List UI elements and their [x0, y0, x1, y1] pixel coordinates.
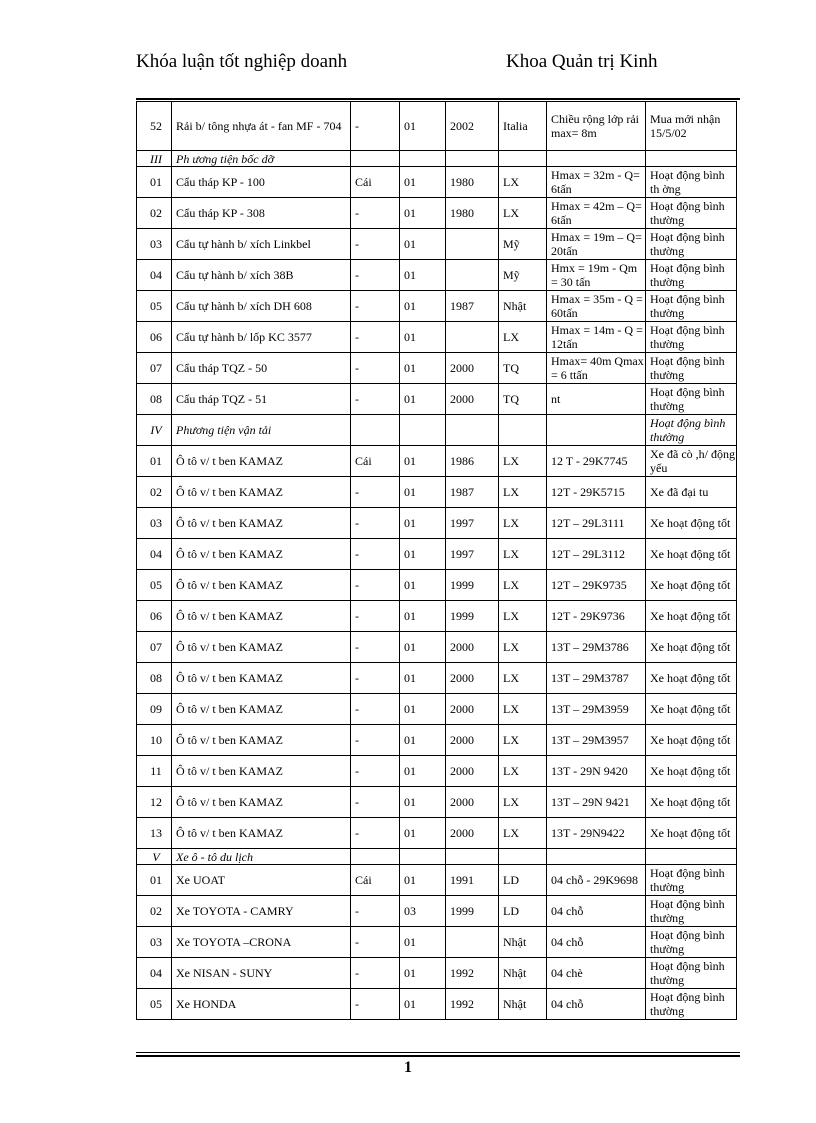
table-row [137, 198, 737, 229]
cell-stt: 03 [137, 229, 172, 260]
section-row [137, 151, 737, 167]
cell-qty: 01 [400, 102, 446, 151]
cell-status: Hoạt động bình thường [646, 896, 737, 927]
cell-stt: 07 [137, 353, 172, 384]
cell-qty: 01 [400, 818, 446, 849]
cell-stt: 05 [137, 291, 172, 322]
cell-unit: - [351, 477, 400, 508]
cell-qty: 01 [400, 446, 446, 477]
cell-origin: LX [499, 694, 547, 725]
cell-name: Phương tiện vận tải [172, 415, 351, 446]
cell-year: 2000 [446, 725, 499, 756]
cell-origin: LX [499, 725, 547, 756]
cell-status: Hoạt động bình thường [646, 322, 737, 353]
cell-year: 1980 [446, 167, 499, 198]
cell-stt: 03 [137, 508, 172, 539]
cell-name: Cẩu tháp KP - 100 [172, 167, 351, 198]
cell-year: 1999 [446, 896, 499, 927]
cell-status: Hoạt động bình thường [646, 198, 737, 229]
cell-stt: 09 [137, 694, 172, 725]
cell-spec: Hmax = 19m – Q= 20tấn [547, 229, 646, 260]
cell-status: Xe hoạt động tốt [646, 694, 737, 725]
table-row [137, 508, 737, 539]
cell-qty: 01 [400, 865, 446, 896]
cell-status: Xe hoạt động tốt [646, 539, 737, 570]
cell-spec: nt [547, 384, 646, 415]
cell-year: 2000 [446, 384, 499, 415]
cell-spec: 04 chỗ - 29K9698 [547, 865, 646, 896]
cell-spec: Hmax = 32m - Q= 6tấn [547, 167, 646, 198]
cell-status: Xe hoạt động tốt [646, 756, 737, 787]
table-row [137, 787, 737, 818]
cell-year: 2000 [446, 353, 499, 384]
cell-unit [351, 151, 400, 167]
cell-spec: 13T – 29M3787 [547, 663, 646, 694]
cell-spec: 12T - 29K5715 [547, 477, 646, 508]
cell-spec: 13T - 29N9422 [547, 818, 646, 849]
cell-spec: 13T – 29M3786 [547, 632, 646, 663]
cell-year: 2000 [446, 818, 499, 849]
cell-unit: - [351, 787, 400, 818]
cell-spec: 04 chỗ [547, 989, 646, 1020]
equipment-table-body [137, 102, 737, 1020]
cell-status: Xe hoạt động tốt [646, 570, 737, 601]
table-row [137, 322, 737, 353]
cell-qty: 01 [400, 167, 446, 198]
cell-qty [400, 151, 446, 167]
cell-status: Xe hoạt động tốt [646, 632, 737, 663]
cell-status: Hoạt động bình thường [646, 353, 737, 384]
table-row [137, 958, 737, 989]
table-row [137, 539, 737, 570]
cell-year [446, 927, 499, 958]
cell-stt: 08 [137, 384, 172, 415]
cell-origin: LX [499, 322, 547, 353]
cell-year: 2000 [446, 663, 499, 694]
cell-origin: Mỹ [499, 229, 547, 260]
cell-stt: 03 [137, 927, 172, 958]
cell-year [446, 151, 499, 167]
cell-stt: 02 [137, 198, 172, 229]
cell-stt: 10 [137, 725, 172, 756]
cell-year: 2000 [446, 694, 499, 725]
cell-spec: 12T – 29K9735 [547, 570, 646, 601]
cell-status: Hoạt động bình thường [646, 927, 737, 958]
cell-name: Cẩu tháp TQZ - 50 [172, 353, 351, 384]
cell-stt: 52 [137, 102, 172, 151]
cell-year: 1997 [446, 539, 499, 570]
table-row [137, 229, 737, 260]
cell-spec [547, 849, 646, 865]
cell-stt: 08 [137, 663, 172, 694]
table-row [137, 756, 737, 787]
cell-origin: LX [499, 198, 547, 229]
cell-unit [351, 849, 400, 865]
cell-stt: 02 [137, 896, 172, 927]
cell-name: Ph ương tiện bốc dỡ [172, 151, 351, 167]
cell-name: Ô tô v/ t ben KAMAZ [172, 756, 351, 787]
cell-status: Xe hoạt động tốt [646, 787, 737, 818]
cell-year [446, 849, 499, 865]
cell-qty: 01 [400, 539, 446, 570]
cell-qty: 01 [400, 291, 446, 322]
cell-origin: Mỹ [499, 260, 547, 291]
table-row [137, 260, 737, 291]
equipment-table [136, 101, 737, 1020]
header-left-title: Khóa luận tốt nghiệp doanh [136, 51, 348, 72]
cell-qty: 01 [400, 756, 446, 787]
cell-spec: 04 chè [547, 958, 646, 989]
cell-unit: - [351, 818, 400, 849]
cell-unit: - [351, 539, 400, 570]
cell-origin [499, 415, 547, 446]
cell-status: Hoạt động bình thường [646, 229, 737, 260]
cell-spec: 12 T - 29K7745 [547, 446, 646, 477]
cell-status: Hoạt động bình th ờng [646, 167, 737, 198]
header-rule [136, 98, 740, 100]
cell-name: Cẩu tự hành b/ xích 38B [172, 260, 351, 291]
cell-qty: 01 [400, 663, 446, 694]
cell-origin: Nhật [499, 291, 547, 322]
cell-stt: 01 [137, 446, 172, 477]
cell-origin: LX [499, 632, 547, 663]
cell-status: Hoạt động bình thường [646, 291, 737, 322]
cell-stt: V [137, 849, 172, 865]
cell-origin: LX [499, 539, 547, 570]
table-row [137, 601, 737, 632]
cell-spec: 12T – 29L3112 [547, 539, 646, 570]
cell-spec: 13T – 29N 9421 [547, 787, 646, 818]
page-number: 1 [404, 1059, 412, 1076]
cell-unit: - [351, 756, 400, 787]
cell-unit [351, 415, 400, 446]
cell-year: 1999 [446, 601, 499, 632]
table-row [137, 725, 737, 756]
cell-stt: IV [137, 415, 172, 446]
cell-status: Xe hoạt động tốt [646, 725, 737, 756]
cell-unit: - [351, 601, 400, 632]
cell-stt: 01 [137, 865, 172, 896]
cell-origin: Nhật [499, 958, 547, 989]
cell-qty: 01 [400, 260, 446, 291]
cell-unit: - [351, 198, 400, 229]
cell-origin: LX [499, 446, 547, 477]
cell-name: Ô tô v/ t ben KAMAZ [172, 539, 351, 570]
cell-origin: LX [499, 787, 547, 818]
cell-origin: LD [499, 865, 547, 896]
cell-qty: 01 [400, 322, 446, 353]
cell-name: Ô tô v/ t ben KAMAZ [172, 632, 351, 663]
cell-status: Hoạt động bình thường [646, 865, 737, 896]
cell-stt: 11 [137, 756, 172, 787]
cell-status [646, 849, 737, 865]
cell-year: 1999 [446, 570, 499, 601]
cell-stt: 04 [137, 958, 172, 989]
cell-unit: - [351, 322, 400, 353]
cell-unit: - [351, 291, 400, 322]
cell-name: Ô tô v/ t ben KAMAZ [172, 787, 351, 818]
cell-year [446, 260, 499, 291]
table-row [137, 291, 737, 322]
cell-name: Ô tô v/ t ben KAMAZ [172, 725, 351, 756]
table-row [137, 865, 737, 896]
cell-year: 1991 [446, 865, 499, 896]
cell-unit: - [351, 896, 400, 927]
cell-qty: 01 [400, 927, 446, 958]
cell-year: 1980 [446, 198, 499, 229]
cell-qty: 01 [400, 198, 446, 229]
cell-status: Hoạt động bình thường [646, 989, 737, 1020]
cell-origin: LD [499, 896, 547, 927]
cell-unit: - [351, 958, 400, 989]
cell-qty [400, 415, 446, 446]
cell-name: Ô tô v/ t ben KAMAZ [172, 446, 351, 477]
cell-unit: Cái [351, 446, 400, 477]
cell-name: Ô tô v/ t ben KAMAZ [172, 508, 351, 539]
cell-qty: 01 [400, 229, 446, 260]
cell-name: Xe NISAN - SUNY [172, 958, 351, 989]
cell-year [446, 322, 499, 353]
cell-spec: Hmx = 19m - Qm = 30 tấn [547, 260, 646, 291]
cell-origin: TQ [499, 353, 547, 384]
cell-origin: LX [499, 477, 547, 508]
table-row [137, 477, 737, 508]
cell-year: 1992 [446, 958, 499, 989]
cell-status: Hoạt động bình thường [646, 384, 737, 415]
cell-name: Ô tô v/ t ben KAMAZ [172, 570, 351, 601]
cell-qty: 01 [400, 725, 446, 756]
cell-name: Xe UOAT [172, 865, 351, 896]
cell-qty: 01 [400, 353, 446, 384]
cell-spec: 04 chỗ [547, 927, 646, 958]
cell-name: Cẩu tự hành b/ xích Linkbel [172, 229, 351, 260]
table-row [137, 570, 737, 601]
cell-status [646, 151, 737, 167]
cell-name: Ô tô v/ t ben KAMAZ [172, 694, 351, 725]
cell-stt: 04 [137, 539, 172, 570]
cell-stt: III [137, 151, 172, 167]
footer-rule-thick [136, 1055, 740, 1057]
cell-qty: 01 [400, 787, 446, 818]
cell-origin: LX [499, 167, 547, 198]
cell-qty: 03 [400, 896, 446, 927]
cell-unit: - [351, 725, 400, 756]
cell-spec: Hmax = 42m – Q= 6tấn [547, 198, 646, 229]
cell-spec: 04 chỗ [547, 896, 646, 927]
cell-unit: Cái [351, 865, 400, 896]
section-row [137, 415, 737, 446]
table-row [137, 818, 737, 849]
cell-stt: 07 [137, 632, 172, 663]
cell-year: 2000 [446, 632, 499, 663]
cell-stt: 04 [137, 260, 172, 291]
cell-name: Rải b/ tông nhựa át - fan MF - 704 [172, 102, 351, 151]
cell-origin: LX [499, 601, 547, 632]
cell-status: Hoạt động bình thường [646, 958, 737, 989]
cell-unit: - [351, 694, 400, 725]
cell-stt: 06 [137, 601, 172, 632]
cell-origin: LX [499, 818, 547, 849]
cell-status: Xe hoạt động tốt [646, 508, 737, 539]
table-row [137, 446, 737, 477]
cell-unit: - [351, 260, 400, 291]
cell-stt: 06 [137, 322, 172, 353]
cell-unit: Cái [351, 167, 400, 198]
cell-year: 1997 [446, 508, 499, 539]
cell-unit: - [351, 632, 400, 663]
cell-spec: Chiều rộng lớp rải max= 8m [547, 102, 646, 151]
cell-year: 2002 [446, 102, 499, 151]
cell-status: Xe đã cò ,h/ động yếu [646, 446, 737, 477]
cell-spec: Hmax = 35m - Q = 60tấn [547, 291, 646, 322]
cell-stt: 05 [137, 570, 172, 601]
cell-status: Mua mới nhận 15/5/02 [646, 102, 737, 151]
cell-origin: LX [499, 508, 547, 539]
cell-qty: 01 [400, 958, 446, 989]
cell-status: Xe đã đại tu [646, 477, 737, 508]
cell-name: Xe HONDA [172, 989, 351, 1020]
cell-qty: 01 [400, 694, 446, 725]
cell-year: 2000 [446, 756, 499, 787]
cell-unit: - [351, 989, 400, 1020]
cell-name: Xe TOYOTA –CRONA [172, 927, 351, 958]
cell-qty: 01 [400, 570, 446, 601]
table-row [137, 694, 737, 725]
cell-origin [499, 849, 547, 865]
cell-stt: 05 [137, 989, 172, 1020]
cell-name: Cẩu tự hành b/ lốp KC 3577 [172, 322, 351, 353]
header-right-title: Khoa Quản trị Kinh [506, 51, 658, 72]
cell-unit: - [351, 229, 400, 260]
table-row [137, 663, 737, 694]
cell-name: Xe TOYOTA - CAMRY [172, 896, 351, 927]
footer-rule [136, 1052, 740, 1053]
cell-origin: LX [499, 756, 547, 787]
cell-name: Xe ô - tô du lịch [172, 849, 351, 865]
cell-status: Xe hoạt động tốt [646, 663, 737, 694]
cell-qty: 01 [400, 989, 446, 1020]
cell-name: Ô tô v/ t ben KAMAZ [172, 601, 351, 632]
cell-unit: - [351, 927, 400, 958]
cell-qty: 01 [400, 601, 446, 632]
cell-year: 1987 [446, 477, 499, 508]
cell-qty: 01 [400, 477, 446, 508]
cell-spec: 13T - 29N 9420 [547, 756, 646, 787]
table-row [137, 896, 737, 927]
cell-name: Ô tô v/ t ben KAMAZ [172, 663, 351, 694]
cell-spec: Hmax = 14m - Q = 12tấn [547, 322, 646, 353]
cell-qty: 01 [400, 632, 446, 663]
cell-qty: 01 [400, 508, 446, 539]
cell-name: Ô tô v/ t ben KAMAZ [172, 818, 351, 849]
cell-unit: - [351, 508, 400, 539]
table-row [137, 167, 737, 198]
cell-name: Ô tô v/ t ben KAMAZ [172, 477, 351, 508]
cell-origin: TQ [499, 384, 547, 415]
table-row [137, 632, 737, 663]
cell-origin: Nhật [499, 927, 547, 958]
cell-spec: Hmax= 40m Qmax = 6 ttấn [547, 353, 646, 384]
table-row [137, 102, 737, 151]
cell-stt: 12 [137, 787, 172, 818]
cell-status: Hoạt động bình thường [646, 415, 737, 446]
cell-name: Cẩu tự hành b/ xích DH 608 [172, 291, 351, 322]
cell-year: 1992 [446, 989, 499, 1020]
cell-unit: - [351, 102, 400, 151]
cell-spec: 13T – 29M3959 [547, 694, 646, 725]
cell-qty [400, 849, 446, 865]
cell-unit: - [351, 384, 400, 415]
cell-spec [547, 151, 646, 167]
cell-status: Hoạt động bình thường [646, 260, 737, 291]
table-row [137, 384, 737, 415]
cell-spec: 13T – 29M3957 [547, 725, 646, 756]
table-row [137, 353, 737, 384]
cell-origin [499, 151, 547, 167]
cell-qty: 01 [400, 384, 446, 415]
cell-year: 1987 [446, 291, 499, 322]
section-row [137, 849, 737, 865]
cell-status: Xe hoạt động tốt [646, 818, 737, 849]
cell-spec: 12T - 29K9736 [547, 601, 646, 632]
cell-spec [547, 415, 646, 446]
cell-unit: - [351, 570, 400, 601]
cell-stt: 01 [137, 167, 172, 198]
cell-year: 1986 [446, 446, 499, 477]
table-row [137, 989, 737, 1020]
cell-year: 2000 [446, 787, 499, 818]
cell-name: Cẩu tháp TQZ - 51 [172, 384, 351, 415]
cell-year [446, 229, 499, 260]
cell-spec: 12T – 29L3111 [547, 508, 646, 539]
cell-unit: - [351, 353, 400, 384]
cell-origin: Italia [499, 102, 547, 151]
cell-stt: 13 [137, 818, 172, 849]
cell-origin: LX [499, 570, 547, 601]
cell-origin: LX [499, 663, 547, 694]
table-row [137, 927, 737, 958]
cell-unit: - [351, 663, 400, 694]
cell-status: Xe hoạt động tốt [646, 601, 737, 632]
cell-stt: 02 [137, 477, 172, 508]
cell-name: Cẩu tháp KP - 308 [172, 198, 351, 229]
cell-year [446, 415, 499, 446]
cell-origin: Nhật [499, 989, 547, 1020]
